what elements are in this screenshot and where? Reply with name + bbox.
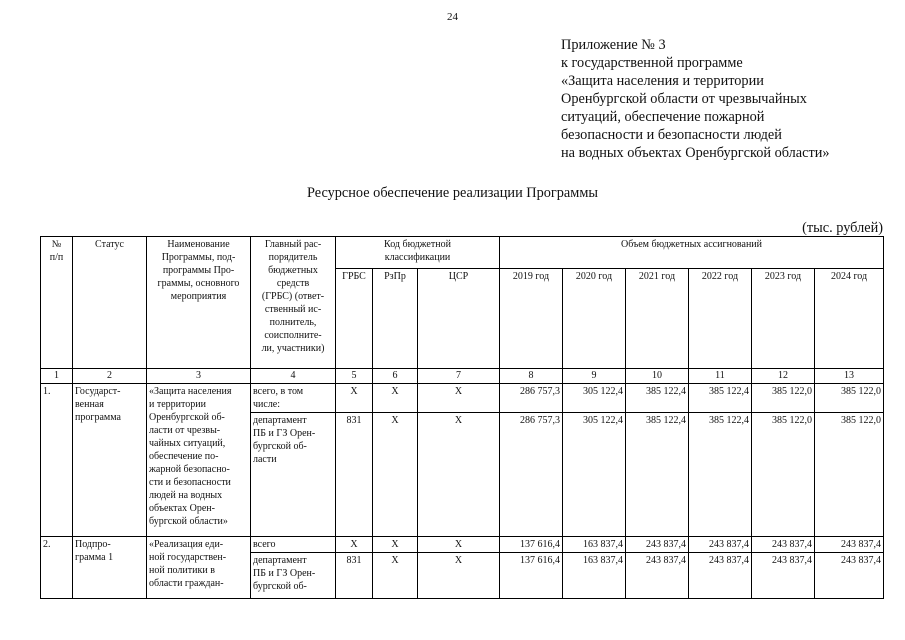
units-label: (тыс. рублей) [802, 220, 883, 236]
column-number: 1 [41, 369, 73, 384]
header-status: Статус [73, 237, 147, 369]
header-year: 2023 год [752, 269, 815, 369]
row-value: 243 837,4 [626, 553, 689, 599]
row-code-grbs: Х [336, 537, 373, 553]
header-volume-group: Объем бюджетных ассигнований [500, 237, 884, 269]
header-year: 2022 год [689, 269, 752, 369]
header-num: № п/п [41, 237, 73, 369]
row-value: 286 757,3 [500, 413, 563, 537]
row-value: 385 122,0 [752, 413, 815, 537]
header-code-group: Код бюджетной классификации [336, 237, 500, 269]
row-value: 385 122,4 [689, 384, 752, 413]
header-code-csr: ЦСР [418, 269, 500, 369]
row-grbs: всего [251, 537, 336, 553]
column-number: 11 [689, 369, 752, 384]
appendix-line: Приложение № 3 [561, 37, 666, 53]
header-name: Наименование Программы, под- программы Про- граммы, основного мероприятия [147, 237, 251, 369]
column-number: 12 [752, 369, 815, 384]
appendix-caption [561, 36, 891, 162]
row-code-grbs: 831 [336, 413, 373, 537]
row-value: 137 616,4 [500, 553, 563, 599]
header-code-rzpr: РзПр [373, 269, 418, 369]
column-number: 8 [500, 369, 563, 384]
row-value: 243 837,4 [815, 553, 884, 599]
row-value: 243 837,4 [752, 553, 815, 599]
column-number: 9 [563, 369, 626, 384]
row-value: 243 837,4 [752, 537, 815, 553]
header-code-grbs: ГРБС [336, 269, 373, 369]
row-value: 385 122,0 [752, 384, 815, 413]
row-code-csr: Х [418, 413, 500, 537]
row-grbs: всего, в том числе: [251, 384, 336, 413]
column-number: 3 [147, 369, 251, 384]
appendix-line: на водных объектах Оренбургской области» [561, 145, 830, 161]
row-value: 243 837,4 [689, 537, 752, 553]
row-value: 385 122,4 [689, 413, 752, 537]
row-value: 385 122,0 [815, 413, 884, 537]
page-number: 24 [447, 11, 458, 23]
row-code-rzpr: Х [373, 413, 418, 537]
row-status: Подпро- грамма 1 [73, 537, 147, 599]
row-code-grbs: Х [336, 384, 373, 413]
row-grbs: департамент ПБ и ГЗ Орен- бургской об- ласти [251, 413, 336, 537]
budget-table [40, 236, 884, 599]
column-number: 2 [73, 369, 147, 384]
row-name: «Реализация еди- ной государствен- ной политики в области граждан- [147, 537, 251, 599]
row-value: 163 837,4 [563, 537, 626, 553]
row-code-rzpr: Х [373, 553, 418, 599]
column-number: 7 [418, 369, 500, 384]
header-grbs-main: Главный рас- порядитель бюджетных средств (ГРБС) (ответ- ственный ис- полнитель, соисполните- ли, участники) [251, 237, 336, 369]
row-grbs: департамент ПБ и ГЗ Орен- бургской об- [251, 553, 336, 599]
column-number: 4 [251, 369, 336, 384]
column-number: 13 [815, 369, 884, 384]
row-num: 2. [41, 537, 73, 599]
row-value: 243 837,4 [626, 537, 689, 553]
row-status: Государст- венная программа [73, 384, 147, 537]
header-row [41, 237, 884, 269]
row-value: 385 122,0 [815, 384, 884, 413]
row-value: 385 122,4 [626, 384, 689, 413]
row-value: 243 837,4 [689, 553, 752, 599]
row-code-rzpr: Х [373, 537, 418, 553]
row-value: 286 757,3 [500, 384, 563, 413]
row-code-csr: Х [418, 384, 500, 413]
row-value: 305 122,4 [563, 413, 626, 537]
document-title: Ресурсное обеспечение реализации Программы [307, 185, 598, 201]
header-year: 2019 год [500, 269, 563, 369]
appendix-line: Оренбургской области от чрезвычайных [561, 91, 807, 107]
column-number-row [41, 369, 884, 384]
header-year: 2021 год [626, 269, 689, 369]
table-row [41, 384, 884, 413]
header-year: 2024 год [815, 269, 884, 369]
column-number: 5 [336, 369, 373, 384]
row-value: 305 122,4 [563, 384, 626, 413]
table-row [41, 537, 884, 553]
appendix-line: безопасности и безопасности людей [561, 127, 782, 143]
column-number: 6 [373, 369, 418, 384]
appendix-line: «Защита населения и территории [561, 73, 764, 89]
row-code-csr: Х [418, 553, 500, 599]
row-num: 1. [41, 384, 73, 537]
column-number: 10 [626, 369, 689, 384]
row-code-rzpr: Х [373, 384, 418, 413]
row-value: 137 616,4 [500, 537, 563, 553]
header-year: 2020 год [563, 269, 626, 369]
row-value: 243 837,4 [815, 537, 884, 553]
row-value: 163 837,4 [563, 553, 626, 599]
row-code-grbs: 831 [336, 553, 373, 599]
row-code-csr: Х [418, 537, 500, 553]
row-name: «Защита населения и территории Оренбургской об- ласти от чрезвы- чайных ситуаций, обеспечение по- жарной безопасно- сти и безопасности людей на водных объектах Орен- бургской области» [147, 384, 251, 537]
appendix-line: к государственной программе [561, 55, 743, 71]
appendix-line: ситуаций, обеспечение пожарной [561, 109, 765, 125]
row-value: 385 122,4 [626, 413, 689, 537]
